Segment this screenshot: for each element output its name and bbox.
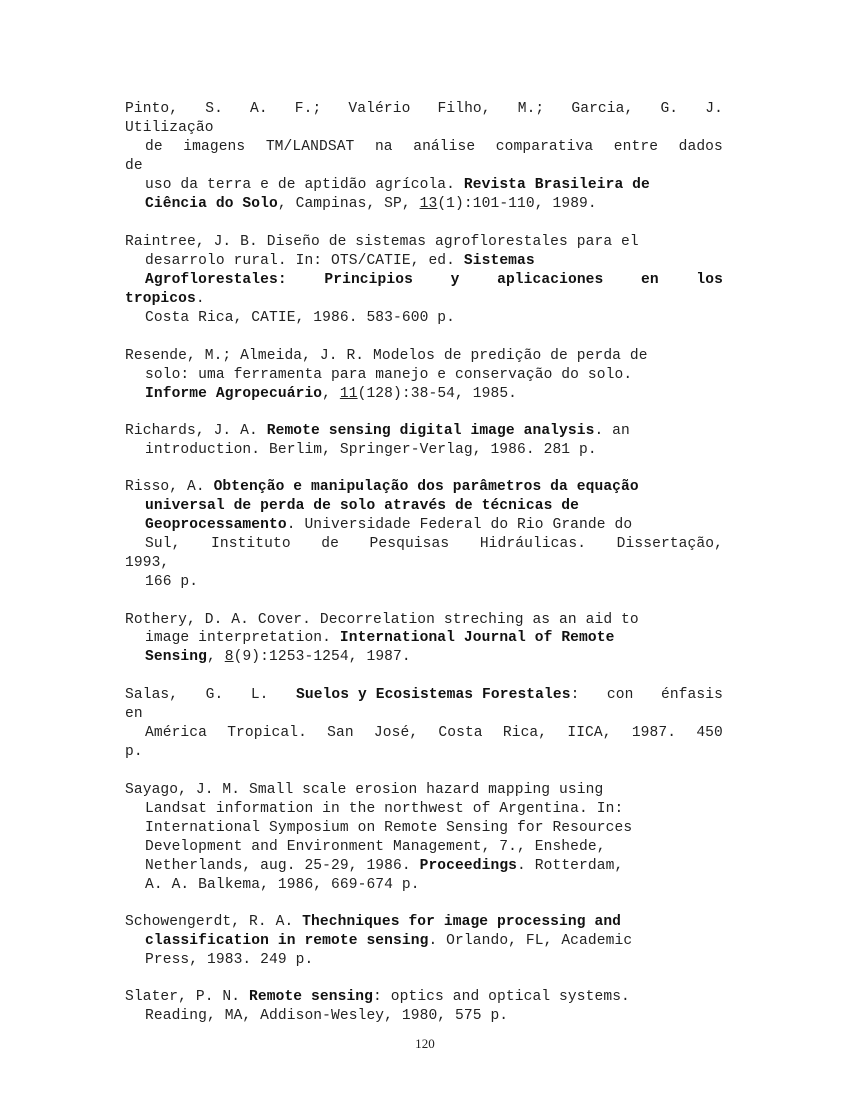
raintree-line-1: Raintree, J. B. Diseño de sistemas agroflorestales para el	[125, 234, 639, 250]
sayago-line-2: Landsat information in the northwest of Argentina. In:	[145, 801, 624, 817]
word: con	[606, 687, 634, 703]
salas-line-4: p.	[125, 744, 143, 760]
book-title: Suelos y Ecosistemas Forestales	[296, 687, 571, 703]
schowengerdt-line-2	[145, 932, 632, 951]
salas-line-2: en	[125, 706, 143, 722]
text: . Universidade Federal do Rio Grande do	[286, 517, 633, 533]
volume: 13	[419, 196, 438, 212]
word: Pesquisas	[369, 536, 450, 552]
risso-line-3	[145, 516, 632, 535]
sayago-line-5	[145, 857, 623, 876]
word: América	[145, 725, 208, 741]
raintree-line-2	[145, 252, 535, 271]
richards-line-2: introduction. Berlim, Springer-Verlag, 1986. 281 p.	[145, 442, 597, 458]
journal-title: Ciência do Solo	[145, 196, 278, 212]
text: . Rotterdam,	[517, 858, 624, 874]
proceedings-title: Proceedings	[419, 858, 518, 874]
book-title: Remote sensing	[249, 989, 374, 1005]
word: Instituto	[210, 536, 291, 552]
word: Dissertação,	[616, 536, 723, 552]
rothery-line-3	[145, 648, 411, 667]
word: San	[327, 725, 354, 741]
text: Schowengerdt, R. A.	[125, 914, 303, 930]
book-title-group	[296, 686, 579, 705]
thesis-title: Obtenção e manipulação dos parâmetros da equação	[213, 479, 639, 495]
word: énfasis	[660, 687, 723, 703]
risso-line-6: 166 p.	[145, 574, 199, 590]
rothery-line-1: Rothery, D. A. Cover. Decorrelation streching as an aid to	[125, 612, 639, 628]
journal-title: International Journal of Remote	[339, 630, 615, 646]
schowengerdt-line-3: Press, 1983. 249 p.	[145, 952, 314, 968]
book-title: Thechniques for image processing and	[302, 914, 622, 930]
schowengerdt-line-1	[125, 913, 621, 932]
word: José,	[373, 725, 419, 741]
word: comparativa	[495, 139, 594, 155]
risso-line-4	[145, 535, 723, 554]
resende-line-1: Resende, M.; Almeida, J. R. Modelos de predição de perda de	[125, 348, 648, 364]
word: Principios	[324, 272, 413, 288]
word: IICA,	[567, 725, 612, 741]
word: TM/LANDSAT	[265, 139, 355, 155]
word: los	[696, 272, 723, 288]
text: Slater, P. N.	[125, 989, 250, 1005]
resende-line-2: solo: uma ferramenta para manejo e conservação do solo.	[145, 367, 633, 383]
word: A.	[250, 101, 268, 117]
raintree-line-3	[145, 271, 723, 290]
word: M.;	[517, 101, 545, 117]
page-number: 120	[415, 1036, 435, 1051]
word: na	[374, 139, 393, 155]
word: entre	[613, 139, 659, 155]
word: Filho,	[437, 101, 491, 117]
word: aplicaciones	[497, 272, 604, 288]
book-title: Sistemas	[463, 253, 535, 269]
resende-line-3	[145, 385, 517, 404]
text: Netherlands, aug. 25-29, 1986.	[145, 858, 420, 874]
text: (128):38-54, 1985.	[357, 386, 518, 402]
word: G.	[660, 101, 679, 117]
raintree-line-4	[125, 290, 205, 309]
text: image interpretation.	[145, 630, 340, 646]
word: Garcia,	[571, 101, 634, 117]
slater-line-1	[125, 988, 630, 1007]
journal-title: Sensing	[145, 649, 208, 665]
word: G.	[205, 687, 224, 703]
pinto-line-1	[125, 100, 723, 119]
text: (1):101-110, 1989.	[437, 196, 597, 212]
word: Agroflorestales:	[145, 272, 287, 288]
text: :	[570, 687, 580, 703]
text: .	[195, 291, 205, 307]
word: imagens	[183, 139, 246, 155]
text: Richards, J. A.	[125, 423, 267, 439]
word: Costa	[438, 725, 483, 741]
word: Pinto,	[125, 101, 179, 117]
word: J.	[705, 101, 723, 117]
text: , Campinas, SP,	[277, 196, 420, 212]
text: Risso, A.	[125, 479, 214, 495]
word: F.;	[294, 101, 322, 117]
book-title: tropicos	[125, 291, 196, 307]
word: 450	[696, 725, 723, 741]
salas-line-1	[125, 686, 723, 705]
thesis-title: Geoprocessamento	[145, 517, 287, 533]
sayago-line-3: International Symposium on Remote Sensing for Resources	[145, 820, 633, 836]
word: Hidráulicas.	[479, 536, 587, 552]
word: dados	[678, 139, 723, 155]
volume: 11	[339, 386, 358, 402]
word: análise	[413, 139, 476, 155]
risso-line-1	[125, 478, 639, 497]
text: : optics and optical systems.	[373, 989, 630, 1005]
word: de	[145, 139, 163, 155]
sayago-line-1: Sayago, J. M. Small scale erosion hazard mapping using	[125, 782, 604, 798]
salas-line-3	[145, 724, 723, 743]
journal-title: Informe Agropecuário	[145, 386, 323, 402]
text: . Orlando, FL, Academic	[428, 933, 633, 949]
pinto-line-4: de	[125, 158, 143, 174]
pinto-line-5	[145, 176, 650, 195]
word: Valério	[348, 101, 411, 117]
word: de	[321, 536, 339, 552]
slater-line-2: Reading, MA, Addison-Wesley, 1980, 575 p.	[145, 1008, 509, 1024]
risso-line-5: 1993,	[125, 555, 170, 571]
book-title: classification in remote sensing	[145, 933, 429, 949]
volume: 8	[224, 649, 234, 665]
sayago-line-6: A. A. Balkema, 1986, 669-674 p.	[145, 877, 420, 893]
rothery-line-2	[145, 629, 614, 648]
text: desarrolo rural. In: OTS/CATIE, ed.	[145, 253, 464, 269]
book-title: Remote sensing digital image analysis	[266, 423, 595, 439]
word: Tropical.	[227, 725, 307, 741]
word: 1987.	[631, 725, 677, 741]
word: en	[641, 272, 659, 288]
text: (9):1253-1254, 1987.	[233, 649, 411, 665]
word: Salas,	[125, 687, 179, 703]
richards-line-1	[125, 422, 630, 441]
sayago-line-4: Development and Environment Management, 7., Enshede,	[145, 839, 606, 855]
text: uso da terra e de aptidão agrícola.	[145, 177, 464, 193]
journal-title: Revista Brasileira de	[463, 177, 650, 193]
word: y	[450, 272, 460, 288]
word: S.	[205, 101, 223, 117]
word: L.	[250, 687, 269, 703]
word: Rica,	[502, 725, 548, 741]
text: ,	[322, 386, 340, 402]
word: Sul,	[145, 536, 181, 552]
raintree-line-5: Costa Rica, CATIE, 1986. 583-600 p.	[145, 310, 456, 326]
text: ,	[207, 649, 225, 665]
pinto-line-6	[145, 195, 597, 214]
pinto-line-3	[145, 138, 723, 157]
pinto-line-2: Utilização	[125, 120, 214, 136]
text: . an	[594, 423, 630, 439]
risso-line-2: universal de perda de solo através de técnicas de	[145, 498, 580, 514]
